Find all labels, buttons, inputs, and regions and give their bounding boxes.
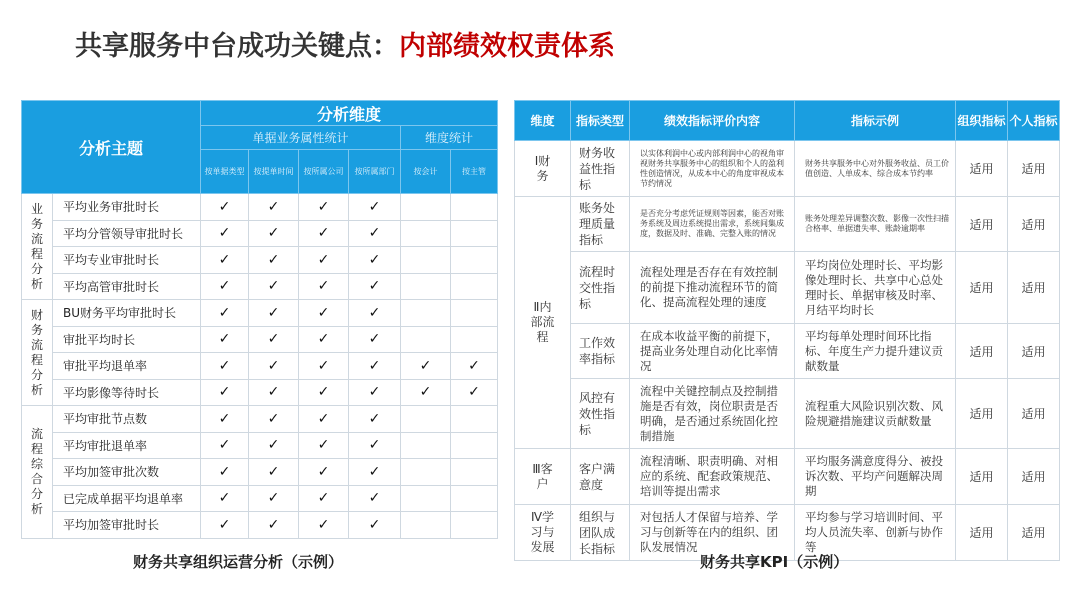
kpi-table [514, 100, 1060, 561]
check-cell: ✓ [201, 379, 249, 406]
header-example: 指标示例 [795, 101, 956, 141]
evaluation-content: 以实体利润中心或内部利润中心的视角审视财务共享服务中心的组织和个人的盈利性创造情况，从成本中心的角度审视成本节约情况 [630, 141, 795, 197]
check-cell [451, 406, 498, 433]
header-dim-stats: 维度统计 [401, 126, 498, 150]
check-cell: ✓ [401, 379, 451, 406]
table-row [22, 459, 498, 486]
group-label: 财务流程分析 [22, 300, 53, 406]
row-label: 平均审批节点数 [53, 406, 201, 433]
dimension-label: Ⅳ学习与发展 [515, 505, 571, 561]
check-cell [401, 432, 451, 459]
check-cell: ✓ [299, 247, 349, 274]
check-cell: ✓ [249, 406, 299, 433]
check-cell: ✓ [201, 432, 249, 459]
row-label: 平均审批退单率 [53, 432, 201, 459]
check-cell: ✓ [201, 485, 249, 512]
check-cell: ✓ [349, 273, 401, 300]
col-header: 按会计 [401, 150, 451, 194]
row-label: 平均影像等待时长 [53, 379, 201, 406]
check-cell: ✓ [349, 220, 401, 247]
check-cell [401, 220, 451, 247]
check-cell [451, 485, 498, 512]
check-cell: ✓ [299, 485, 349, 512]
right-table-caption: 财务共享KPI（示例） [700, 553, 849, 571]
check-cell: ✓ [249, 459, 299, 486]
check-cell: ✓ [201, 406, 249, 433]
check-cell: ✓ [249, 353, 299, 380]
personal-applicable: 适用 [1008, 141, 1060, 197]
table-row [22, 194, 498, 221]
check-cell [401, 247, 451, 274]
table-row [22, 485, 498, 512]
check-cell: ✓ [201, 194, 249, 221]
indicator-example: 平均参与学习培训时间、平均人员流失率、创新与协作等 [795, 505, 956, 561]
header-org-indicator: 组织指标 [956, 101, 1008, 141]
check-cell: ✓ [299, 379, 349, 406]
org-applicable: 适用 [956, 379, 1008, 449]
evaluation-content: 是否充分考虑凭证规则等因素，能否对账务系统及周边系统提出需求，系统间集成度，数据及时、准确、完整入账的情况 [630, 197, 795, 252]
header-personal-indicator: 个人指标 [1008, 101, 1060, 141]
title-highlight: 内部绩效权责体系 [399, 31, 615, 62]
col-header: 按所属公司 [299, 150, 349, 194]
check-cell: ✓ [401, 353, 451, 380]
check-cell: ✓ [201, 273, 249, 300]
table-row [22, 353, 498, 380]
title-main: 共享服务中台成功关键点： [75, 31, 399, 62]
table-row [22, 247, 498, 274]
evaluation-content: 流程清晰、职责明确、对相应的系统、配套政策规范、培训等提出需求 [630, 449, 795, 505]
indicator-type: 流程时交性指标 [571, 252, 630, 324]
check-cell [451, 512, 498, 539]
personal-applicable: 适用 [1008, 252, 1060, 324]
org-applicable: 适用 [956, 449, 1008, 505]
check-cell: ✓ [249, 220, 299, 247]
check-cell: ✓ [249, 247, 299, 274]
check-cell: ✓ [299, 220, 349, 247]
check-cell: ✓ [201, 459, 249, 486]
check-cell [451, 220, 498, 247]
table-row [22, 273, 498, 300]
org-applicable: 适用 [956, 197, 1008, 252]
col-header: 按提单时间 [249, 150, 299, 194]
indicator-type: 财务收益性指标 [571, 141, 630, 197]
check-cell [451, 326, 498, 353]
evaluation-content: 流程中关键控制点及控制措施是否有效，岗位职责是否明确，是否通过系统固化控制措施 [630, 379, 795, 449]
check-cell: ✓ [299, 406, 349, 433]
row-label: 平均加签审批时长 [53, 512, 201, 539]
check-cell: ✓ [451, 379, 498, 406]
check-cell: ✓ [349, 432, 401, 459]
indicator-example: 财务共享服务中心对外服务收益、员工价值创造、人单成本、综合成本节约率 [795, 141, 956, 197]
check-cell: ✓ [249, 273, 299, 300]
header-indicator-type: 指标类型 [571, 101, 630, 141]
dimension-label: Ⅱ内部流程 [515, 197, 571, 449]
indicator-type: 风控有效性指标 [571, 379, 630, 449]
check-cell: ✓ [349, 353, 401, 380]
col-header: 按主管 [451, 150, 498, 194]
check-cell: ✓ [249, 326, 299, 353]
check-cell: ✓ [249, 194, 299, 221]
personal-applicable: 适用 [1008, 379, 1060, 449]
check-cell: ✓ [201, 247, 249, 274]
table-row [515, 449, 1060, 505]
col-header: 按所属部门 [349, 150, 401, 194]
row-label: 平均分管领导审批时长 [53, 220, 201, 247]
personal-applicable: 适用 [1008, 449, 1060, 505]
check-cell [401, 300, 451, 327]
org-applicable: 适用 [956, 252, 1008, 324]
header-evaluation-content: 绩效指标评价内容 [630, 101, 795, 141]
check-cell: ✓ [349, 247, 401, 274]
table-row [515, 197, 1060, 252]
personal-applicable: 适用 [1008, 197, 1060, 252]
dimension-label: Ⅲ客户 [515, 449, 571, 505]
check-cell [401, 459, 451, 486]
check-cell: ✓ [299, 353, 349, 380]
check-cell: ✓ [451, 353, 498, 380]
group-label: 业务流程分析 [22, 194, 53, 300]
check-cell: ✓ [349, 459, 401, 486]
indicator-type: 工作效率指标 [571, 324, 630, 379]
check-cell: ✓ [349, 300, 401, 327]
check-cell: ✓ [349, 379, 401, 406]
table-row [515, 324, 1060, 379]
header-analysis-dimension: 分析维度 [201, 101, 498, 126]
row-label: 平均专业审批时长 [53, 247, 201, 274]
indicator-type: 账务处理质量指标 [571, 197, 630, 252]
indicator-example: 平均服务满意度得分、被投诉次数、平均产问题解决周期 [795, 449, 956, 505]
check-cell: ✓ [349, 512, 401, 539]
table-row [22, 326, 498, 353]
indicator-example: 流程重大风险识别次数、风险规避措施建议贡献数量 [795, 379, 956, 449]
check-cell: ✓ [299, 459, 349, 486]
header-analysis-topic: 分析主题 [22, 101, 201, 194]
row-label: 审批平均退单率 [53, 353, 201, 380]
check-cell: ✓ [299, 194, 349, 221]
check-cell [451, 459, 498, 486]
row-label: 审批平均时长 [53, 326, 201, 353]
table-row [515, 141, 1060, 197]
row-label: 平均高管审批时长 [53, 273, 201, 300]
table-row [22, 512, 498, 539]
check-cell: ✓ [299, 512, 349, 539]
header-doc-stats: 单据业务属性统计 [201, 126, 401, 150]
row-label: 已完成单据平均退单率 [53, 485, 201, 512]
check-cell [401, 406, 451, 433]
operations-analysis-table [21, 100, 498, 539]
check-cell: ✓ [201, 512, 249, 539]
table-row [22, 432, 498, 459]
check-cell [401, 326, 451, 353]
check-cell: ✓ [299, 432, 349, 459]
evaluation-content: 对包括人才保留与培养、学习与创新等在内的组织、团队发展情况 [630, 505, 795, 561]
left-table-caption: 财务共享组织运营分析（示例） [133, 553, 344, 571]
table-row [22, 300, 498, 327]
table-row [22, 379, 498, 406]
check-cell [451, 247, 498, 274]
check-cell: ✓ [299, 273, 349, 300]
check-cell [451, 273, 498, 300]
check-cell [401, 485, 451, 512]
row-label: 平均加签审批次数 [53, 459, 201, 486]
row-label: 平均业务审批时长 [53, 194, 201, 221]
org-applicable: 适用 [956, 505, 1008, 561]
indicator-example: 账务处理差异调整次数、影像一次性扫描合格率、单据遗失率、账龄逾期率 [795, 197, 956, 252]
table-row [22, 220, 498, 247]
check-cell: ✓ [249, 432, 299, 459]
header-dimension: 维度 [515, 101, 571, 141]
check-cell: ✓ [201, 353, 249, 380]
group-label: 流程综合分析 [22, 406, 53, 539]
check-cell: ✓ [201, 300, 249, 327]
evaluation-content: 流程处理是否存在有效控制的前提下推动流程环节的简化、提高流程处理的速度 [630, 252, 795, 324]
check-cell [401, 512, 451, 539]
dimension-label: Ⅰ财务 [515, 141, 571, 197]
indicator-type: 客户满意度 [571, 449, 630, 505]
slide-title [75, 24, 615, 63]
check-cell: ✓ [201, 326, 249, 353]
check-cell: ✓ [349, 194, 401, 221]
check-cell: ✓ [299, 326, 349, 353]
check-cell: ✓ [201, 220, 249, 247]
table-row [515, 379, 1060, 449]
check-cell: ✓ [349, 406, 401, 433]
indicator-example: 平均每单处理时间环比指标、年度生产力提升建议贡献数量 [795, 324, 956, 379]
check-cell [451, 432, 498, 459]
check-cell: ✓ [249, 485, 299, 512]
check-cell: ✓ [249, 300, 299, 327]
check-cell [451, 194, 498, 221]
check-cell: ✓ [299, 300, 349, 327]
table-row [515, 252, 1060, 324]
org-applicable: 适用 [956, 324, 1008, 379]
indicator-type: 组织与团队成长指标 [571, 505, 630, 561]
check-cell: ✓ [249, 379, 299, 406]
check-cell: ✓ [249, 512, 299, 539]
personal-applicable: 适用 [1008, 505, 1060, 561]
indicator-example: 平均岗位处理时长、平均影像处理时长、共享中心总处理时长、单据审核及时率、月结平均时长 [795, 252, 956, 324]
row-label: BU财务平均审批时长 [53, 300, 201, 327]
check-cell [401, 273, 451, 300]
check-cell: ✓ [349, 326, 401, 353]
check-cell [401, 194, 451, 221]
org-applicable: 适用 [956, 141, 1008, 197]
check-cell [451, 300, 498, 327]
evaluation-content: 在成本收益平衡的前提下，提高业务处理自动化比率情况 [630, 324, 795, 379]
personal-applicable: 适用 [1008, 324, 1060, 379]
table-row [22, 406, 498, 433]
col-header: 按单据类型 [201, 150, 249, 194]
check-cell: ✓ [349, 485, 401, 512]
